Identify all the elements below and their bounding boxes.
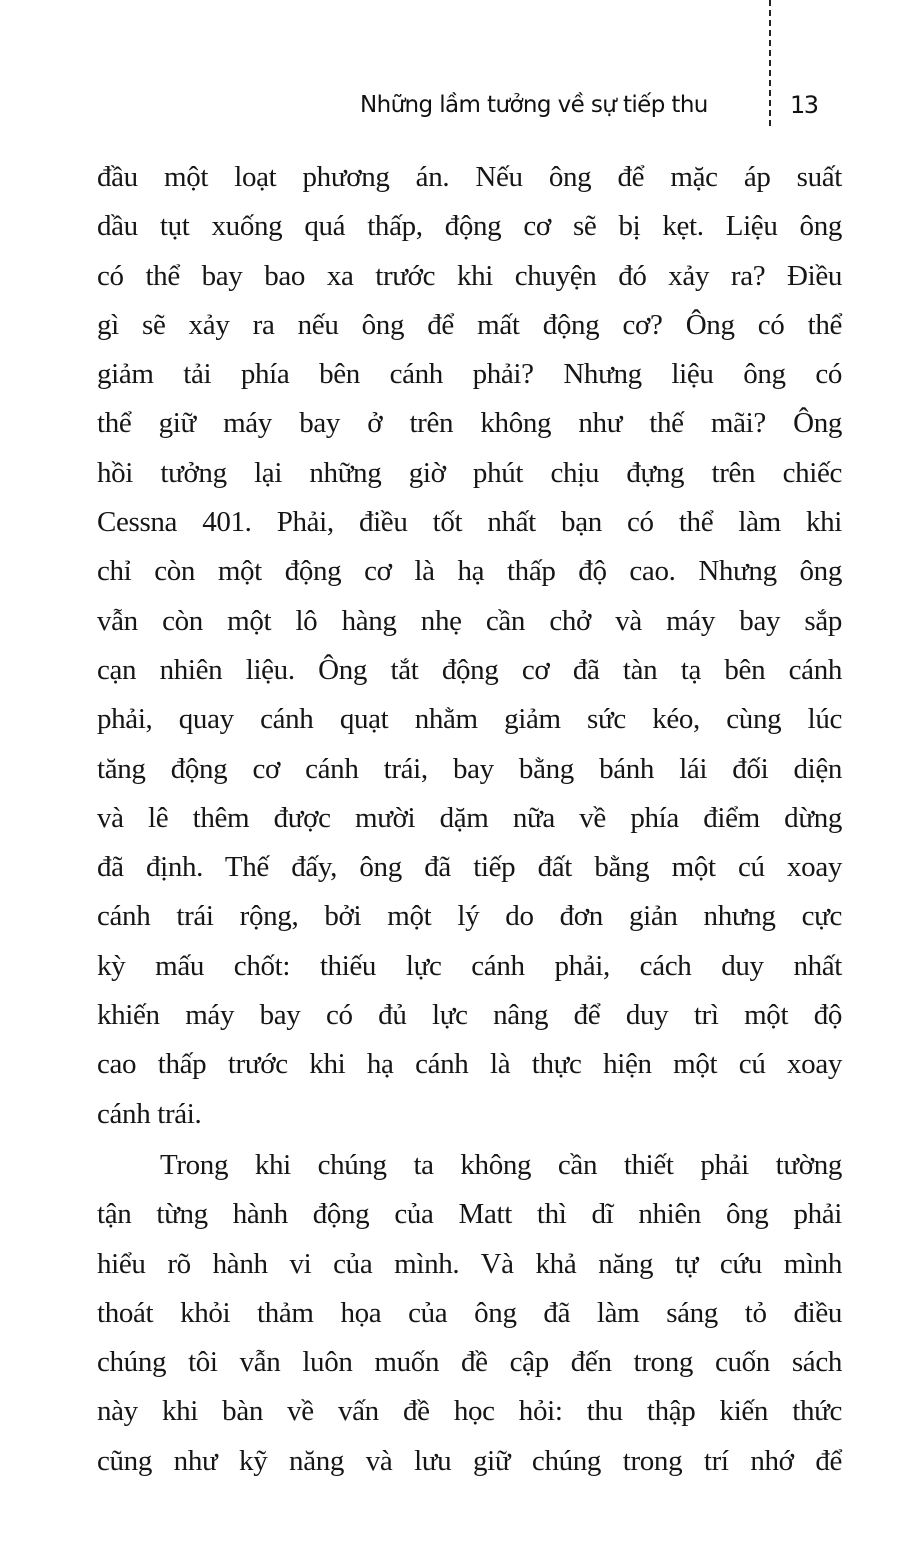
text-line-last: cánh trái.: [97, 1097, 202, 1130]
text-line: cũng như kỹ năng và lưu giữ chúng trong trí nhớ để: [97, 1444, 842, 1477]
text-line: chỉ còn một động cơ là hạ thấp độ cao. Nhưng ông: [97, 555, 842, 588]
text-line: thoát khỏi thảm họa của ông đã làm sáng tỏ điều: [97, 1296, 842, 1329]
text-line: này khi bàn về vấn đề học hỏi: thu thập kiến thức: [97, 1395, 842, 1428]
text-line: tận từng hành động của Matt thì dĩ nhiên ông phải: [97, 1198, 842, 1231]
text-line-indented: Trong khi chúng ta không cần thiết phải tường: [160, 1148, 842, 1181]
text-line: chúng tôi vẫn luôn muốn đề cập đến trong cuốn sách: [97, 1346, 842, 1379]
text-line: cánh trái rộng, bởi một lý do đơn giản nhưng cực: [97, 900, 842, 933]
text-line: thể giữ máy bay ở trên không như thế mãi? Ông: [97, 407, 842, 440]
text-line: tăng động cơ cánh trái, bay bằng bánh lái đối diện: [97, 752, 842, 785]
gutter-dashed-line: [769, 0, 771, 126]
text-line: có thể bay bao xa trước khi chuyện đó xảy ra? Điều: [97, 259, 842, 292]
text-line: vẫn còn một lô hàng nhẹ cần chở và máy bay sắp: [97, 604, 842, 637]
text-line: và lê thêm được mười dặm nữa về phía điểm dừng: [97, 801, 842, 834]
body-text: [97, 153, 842, 1486]
text-line: Cessna 401. Phải, điều tốt nhất bạn có thể làm khi: [97, 506, 842, 539]
text-line: hồi tưởng lại những giờ phút chịu đựng trên chiếc: [97, 456, 842, 489]
text-line: giảm tải phía bên cánh phải? Nhưng liệu ông có: [97, 358, 842, 391]
text-line: đầu một loạt phương án. Nếu ông để mặc áp suất: [97, 161, 842, 193]
text-line: hiểu rõ hành vi của mình. Và khả năng tự cứu mình: [97, 1247, 842, 1280]
text-line: gì sẽ xảy ra nếu ông để mất động cơ? Ông có thể: [97, 308, 842, 341]
text-line: dầu tụt xuống quá thấp, động cơ sẽ bị kẹt. Liệu ông: [97, 210, 842, 243]
page-number: 13: [790, 91, 818, 119]
text-line: kỳ mấu chốt: thiếu lực cánh phải, cách duy nhất: [97, 949, 842, 982]
running-header-title: Những lầm tưởng về sự tiếp thu: [360, 92, 708, 118]
text-line: cao thấp trước khi hạ cánh là thực hiện một cú xoay: [97, 1048, 842, 1081]
text-line: cạn nhiên liệu. Ông tắt động cơ đã tàn tạ bên cánh: [97, 653, 842, 686]
text-line: phải, quay cánh quạt nhằm giảm sức kéo, cùng lúc: [97, 703, 842, 736]
text-line: khiến máy bay có đủ lực nâng để duy trì một độ: [97, 999, 842, 1032]
paragraph-1: [97, 153, 842, 1139]
text-line: đã định. Thế đấy, ông đã tiếp đất bằng một cú xoay: [97, 851, 842, 884]
paragraph-2: [97, 1141, 842, 1486]
